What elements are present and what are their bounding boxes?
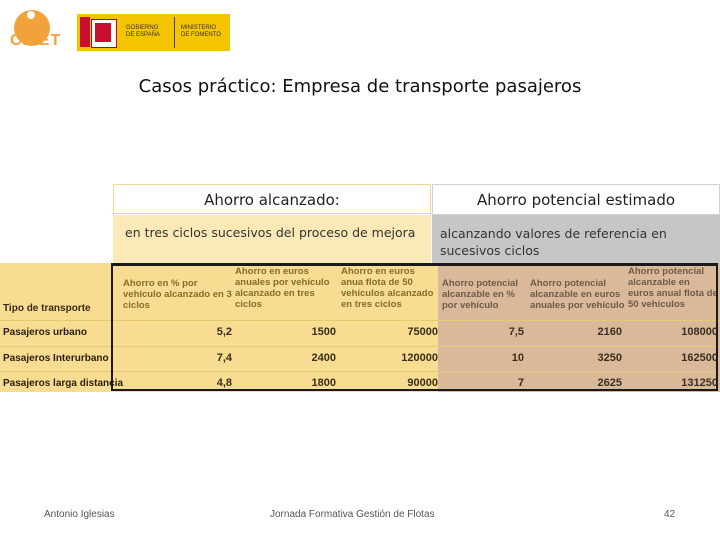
table-row-label: Pasajeros urbano [3, 327, 87, 338]
page-number: 42 [664, 509, 676, 520]
table-cell: 3250 [597, 352, 622, 364]
potential-savings-subheading: alcanzando valores de referencia en sucesivos ciclos [432, 215, 720, 263]
column-header: Ahorro en euros anuales por vehículo alcanzado en tres ciclos [235, 266, 330, 310]
table-cell: 75000 [407, 326, 438, 338]
citet-logo [6, 8, 64, 56]
citet-logo-text: CITET [10, 32, 62, 49]
flag-stripe-icon [80, 17, 90, 47]
table-cell: 7,4 [216, 352, 232, 364]
footer-author: Antonio Iglesias [44, 509, 115, 520]
coat-of-arms-icon [91, 19, 117, 48]
table-cell: 7 [517, 377, 524, 389]
achieved-savings-subheading: en tres ciclos sucesivos del proceso de mejora [113, 215, 431, 263]
table-cell: 131250 [681, 377, 718, 389]
table-cell: 2625 [597, 377, 622, 389]
table-row-label: Pasajeros Interurbano [3, 353, 109, 364]
table-frame [111, 263, 718, 391]
potential-savings-heading: Ahorro potencial estimado [432, 184, 720, 215]
table-cell: 162500 [681, 352, 718, 364]
table-cell: 4,8 [216, 377, 232, 389]
column-header: Ahorro en euros anua flota de 50 vehículos alcanzado en tres ciclos [341, 266, 434, 310]
table-cell: 7,5 [508, 326, 524, 338]
table-cell: 90000 [407, 377, 438, 389]
table-row-label: Pasajeros larga distancia [3, 378, 124, 389]
logo-divider [174, 17, 175, 48]
table-cell: 2160 [597, 326, 622, 338]
table-cell: 10 [511, 352, 524, 364]
table-cell: 120000 [401, 352, 438, 364]
gov-text-gobierno: GOBIERNO DE ESPAÑA [126, 25, 160, 38]
table-cell: 5,2 [216, 326, 232, 338]
column-header: Ahorro potencial alcanzable en euros anuales por vehículo [530, 278, 625, 311]
citet-logo-dot [27, 11, 35, 19]
table-cell: 108000 [681, 326, 718, 338]
table-cell: 1800 [311, 377, 336, 389]
row-header-label: Tipo de transporte [3, 303, 91, 314]
column-header: Ahorro en % por vehículo alcanzado en 3 ciclos [123, 278, 232, 311]
footer-event: Jornada Formativa Gestión de Flotas [270, 509, 435, 520]
gov-text-ministerio: MINISTERIO DE FOMENTO [181, 25, 221, 38]
column-header: Ahorro potencial alcanzable en euros anual flota de 50 vehículos [628, 266, 718, 310]
slide-title: Casos práctico: Empresa de transporte pasajeros [138, 76, 582, 97]
column-header: Ahorro potencial alcanzable en % por vehículo [442, 278, 519, 311]
table-cell: 1500 [311, 326, 336, 338]
table-cell: 2400 [311, 352, 336, 364]
government-logo [77, 14, 230, 51]
achieved-savings-heading: Ahorro alcanzado: [113, 184, 431, 214]
